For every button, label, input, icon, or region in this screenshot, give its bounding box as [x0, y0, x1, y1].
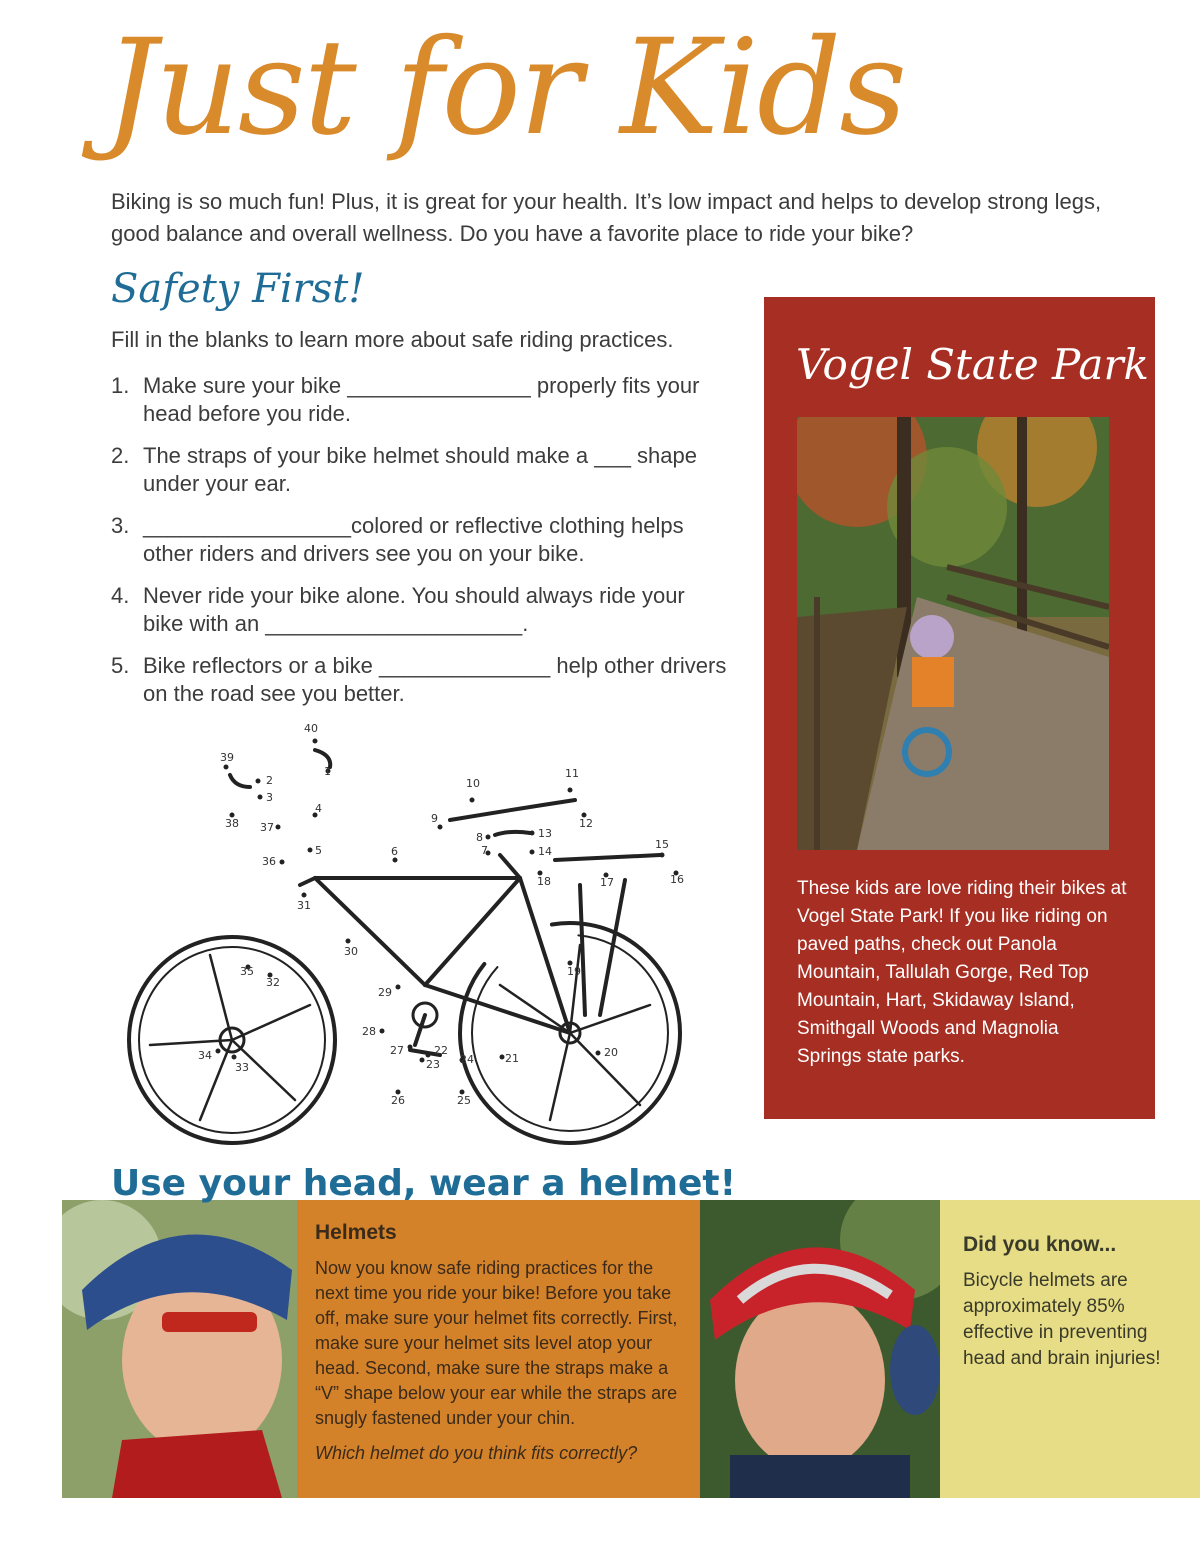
quiz-text: _________________colored or reflective clothing helps other riders and drivers see you on your bike. [143, 513, 684, 566]
did-you-know-body: Bicycle helmets are approximately 85% effective in preventing head and brain injuries! [963, 1270, 1161, 1369]
dot-label: 10 [466, 777, 480, 790]
quiz-text: Never ride your bike alone. You should always ride your bike with an _____________________. [143, 583, 685, 636]
dot-label: 38 [225, 817, 239, 830]
dot-label: 18 [537, 875, 551, 888]
quiz-number: 1. [111, 373, 130, 398]
dot-label: 22 [434, 1044, 448, 1057]
dot-label: 36 [262, 855, 276, 868]
dot-label: 1 [324, 765, 331, 778]
park-title: Vogel State Park [796, 340, 1150, 389]
fill-instructions: Fill in the blanks to learn more about safe riding practices. [111, 327, 674, 352]
dot-label: 32 [266, 976, 280, 989]
dot-label: 14 [538, 845, 552, 858]
quiz-item [111, 652, 731, 708]
dot-label: 26 [391, 1094, 405, 1107]
boy-helmet-photo-left [62, 1200, 297, 1498]
quiz-number: 3. [111, 513, 130, 538]
dot-label: 21 [505, 1052, 519, 1065]
did-you-know-heading: Did you know... [963, 1233, 1117, 1256]
dot-to-dot-bicycle [110, 715, 700, 1155]
quiz-number: 5. [111, 653, 130, 678]
helmets-body: Now you know safe riding practices for the next time you ride your bike! Before you take off, make sure your helmet fits correctly. First, make sure your helmet sits level atop your head. Second, make sure the straps make a “V” shape below your ear while the straps are snugly fastened under your chin. [315, 1258, 678, 1428]
dot-label: 34 [198, 1049, 212, 1062]
bicycle-drawing [129, 750, 680, 1143]
helmets-question: Which helmet do you think fits correctly? [315, 1443, 638, 1463]
helmets-heading: Helmets [315, 1221, 397, 1244]
dot-label: 11 [565, 767, 579, 780]
helmet-section-title: Use your head, wear a helmet! [111, 1163, 737, 1204]
dot-label: 4 [315, 802, 322, 815]
dot-label: 16 [670, 873, 684, 886]
dot-label: 37 [260, 821, 274, 834]
quiz-number: 4. [111, 583, 130, 608]
dot-label: 25 [457, 1094, 471, 1107]
dot-label: 7 [481, 844, 488, 857]
dot-label: 30 [344, 945, 358, 958]
number-dots [216, 739, 679, 1095]
park-caption: These kids are love riding their bikes at Vogel State Park! If you like riding on paved paths, check out Panola Mountain, Tallulah Gorge, Red Top Mountain, Hart, Skidaway Island, Smithgall Woods and Magnolia Springs state parks. [797, 878, 1127, 1067]
park-photo [797, 417, 1109, 850]
dot-label: 3 [266, 791, 273, 804]
dot-label: 20 [604, 1046, 618, 1059]
dot-label: 6 [391, 845, 398, 858]
quiz-text: The straps of your bike helmet should make a ___ shape under your ear. [143, 443, 697, 496]
dot-label: 35 [240, 965, 254, 978]
quiz-item [111, 512, 731, 568]
dot-label: 31 [297, 899, 311, 912]
dot-label: 40 [304, 722, 318, 735]
dot-number-labels [198, 722, 684, 1107]
dot-label: 9 [431, 812, 438, 825]
dot-label: 17 [600, 876, 614, 889]
quiz-item [111, 372, 731, 428]
dot-label: 8 [476, 831, 483, 844]
dot-label: 5 [315, 844, 322, 857]
quiz-number: 2. [111, 443, 130, 468]
quiz-item [111, 442, 731, 498]
dot-label: 24 [460, 1053, 474, 1066]
dot-label: 28 [362, 1025, 376, 1038]
quiz-text: Make sure your bike _______________ properly fits your head before you ride. [143, 373, 700, 426]
dot-label: 13 [538, 827, 552, 840]
dot-label: 27 [390, 1044, 404, 1057]
intro-paragraph: Biking is so much fun! Plus, it is great for your health. It’s low impact and helps to develop strong legs, good balance and overall wellness. Do you have a favorite place to ride your bike? [111, 189, 1102, 246]
safety-heading: Safety First! [111, 266, 365, 312]
dot-label: 23 [426, 1058, 440, 1071]
page-title: Just for Kids [104, 11, 906, 165]
dot-label: 33 [235, 1061, 249, 1074]
dot-label: 15 [655, 838, 669, 851]
boy-helmet-photo-right [700, 1200, 940, 1498]
quiz-text: Bike reflectors or a bike ______________ help other drivers on the road see you better. [143, 653, 727, 706]
quiz-item [111, 582, 731, 638]
dot-label: 2 [266, 774, 273, 787]
quiz-list [111, 372, 731, 722]
dot-label: 12 [579, 817, 593, 830]
seat [450, 800, 575, 820]
dot-label: 19 [567, 965, 581, 978]
dot-label: 29 [378, 986, 392, 999]
dot-label: 39 [220, 751, 234, 764]
